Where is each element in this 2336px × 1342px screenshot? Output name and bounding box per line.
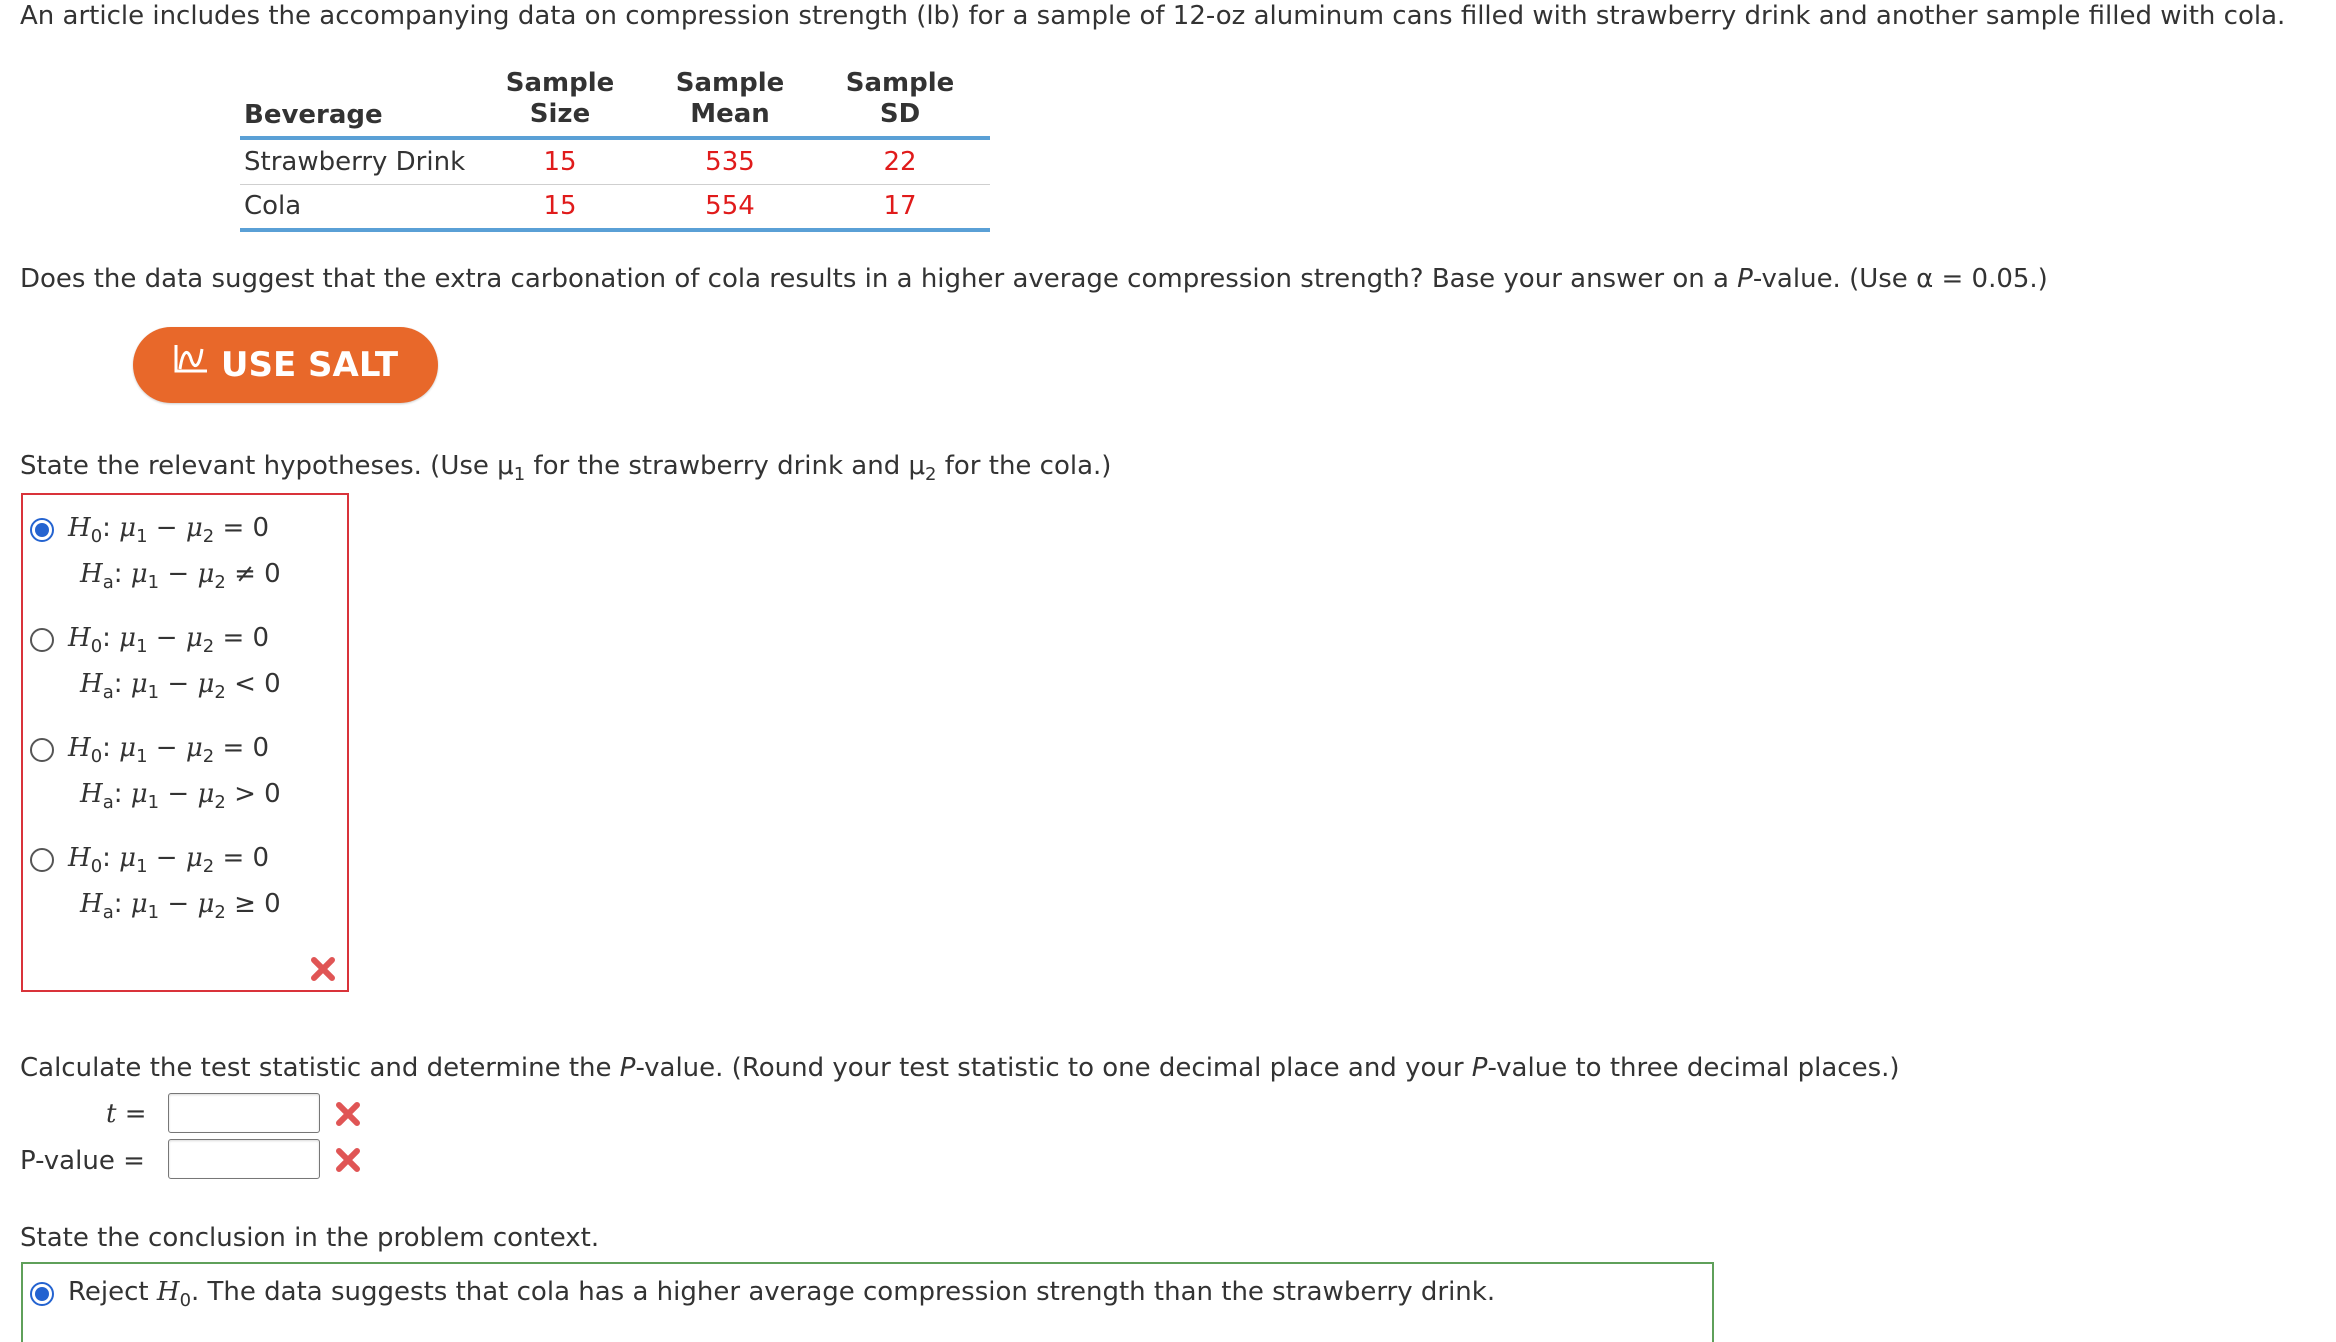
p-value-input[interactable] [168,1139,320,1179]
table-bottom-rule [240,228,990,232]
null-hypothesis-4: $H_0$: $\mu_1 - \mu_2 = 0$ [68,843,270,877]
row-strawberry-beverage: Strawberry Drink [244,147,466,177]
use-salt-button[interactable] [133,327,438,403]
conclusion-answer: Reject $H_0$. The data suggests that cola has a higher average compression strength than the strawberry drink. [68,1277,1496,1311]
row-cola-sd: 17 [883,191,917,221]
row-strawberry-size: 15 [543,147,577,177]
question-text: Does the data suggest that the extra carbonation of cola results in a higher average compression strength? Base your answer on a P-value. (Use α = 0.05.) [20,264,2048,294]
alternative-hypothesis-2: $H_a$: $\mu_1 - \mu_2 < 0$ [80,669,281,703]
header-size-bottom: Size [529,99,591,129]
table-row-divider [240,184,990,185]
t-incorrect-x-icon [334,1100,362,1128]
hypotheses-prompt: State the relevant hypotheses. (Use $\mu_1$ for the strawberry drink and $\mu_2$ for the cola.) [20,451,1112,485]
row-cola-size: 15 [543,191,577,221]
null-hypothesis-2: $H_0$: $\mu_1 - \mu_2 = 0$ [68,623,270,657]
header-beverage: Beverage [244,100,383,130]
hypothesis-radio-4[interactable] [30,848,54,872]
alternative-hypothesis-4: $H_a$: $\mu_1 - \mu_2 \ge 0$ [80,889,281,923]
header-sd-top: Sample [845,68,955,98]
header-mean-bottom: Mean [690,99,770,129]
row-cola-beverage: Cola [244,191,302,221]
t-label: t = [106,1099,147,1129]
p-incorrect-x-icon [334,1146,362,1174]
salt-chart-icon [173,326,209,402]
row-cola-mean: 554 [705,191,755,221]
conclusion-radio-selected[interactable] [30,1282,54,1306]
null-hypothesis-3: $H_0$: $\mu_1 - \mu_2 = 0$ [68,733,270,767]
header-mean-top: Sample [675,68,785,98]
row-strawberry-mean: 535 [705,147,755,177]
conclusion-prompt: State the conclusion in the problem context. [20,1223,600,1253]
alternative-hypothesis-1: $H_a$: $\mu_1 - \mu_2 \ne 0$ [80,559,281,593]
hypothesis-radio-2[interactable] [30,628,54,652]
header-sd-bottom: SD [879,99,921,129]
row-strawberry-sd: 22 [883,147,917,177]
alternative-hypothesis-3: $H_a$: $\mu_1 - \mu_2 > 0$ [80,779,281,813]
incorrect-x-icon [309,955,337,983]
t-statistic-input[interactable] [168,1093,320,1133]
use-salt-label: USE SALT [220,345,399,385]
calc-prompt: Calculate the test statistic and determine the P-value. (Round your test statistic to one decimal place and your P-value to three decimal places.) [20,1053,1900,1083]
header-size-top: Sample [505,68,615,98]
null-hypothesis-1: $H_0$: $\mu_1 - \mu_2 = 0$ [68,513,270,547]
p-value-label: P-value = [20,1146,145,1176]
hypothesis-radio-3[interactable] [30,738,54,762]
hypothesis-radio-1[interactable] [30,518,54,542]
intro-text: An article includes the accompanying data on compression strength (lb) for a sample of 12-oz aluminum cans filled with strawberry drink and another sample filled with cola. [20,1,2286,31]
table-header-rule [240,136,990,140]
